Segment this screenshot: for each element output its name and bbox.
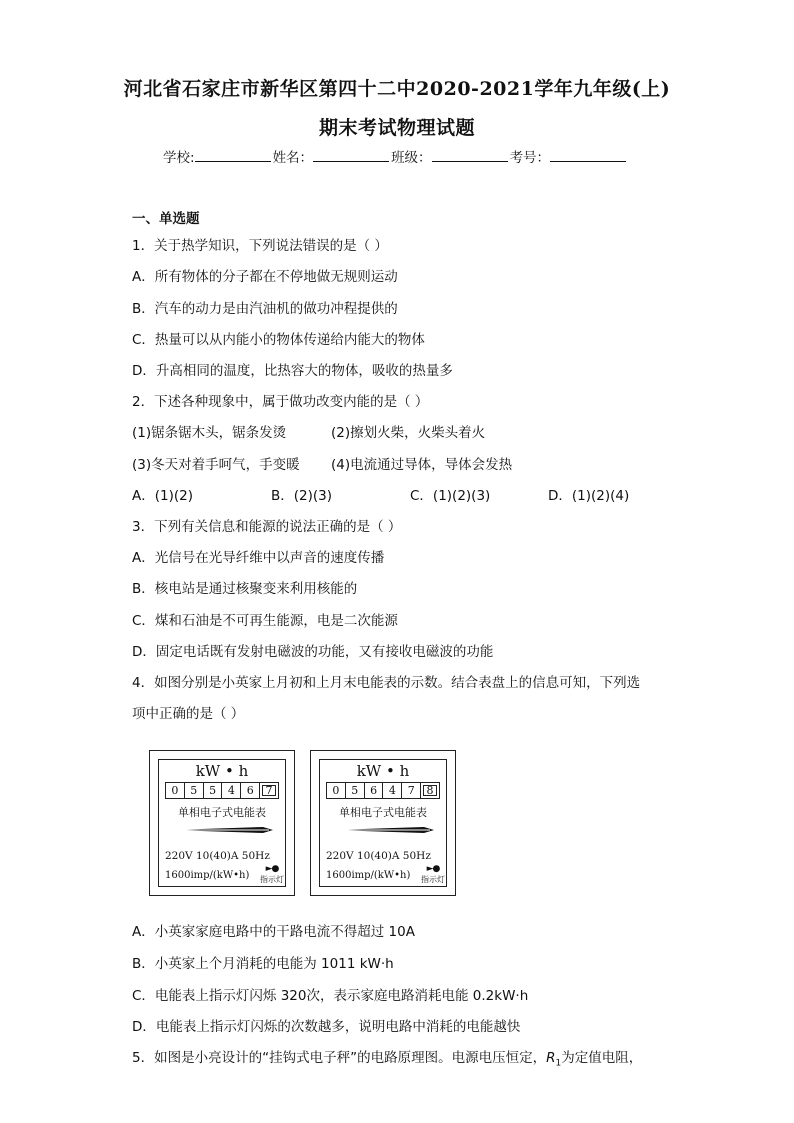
q2-option-b: B．(2)(3) — [271, 488, 333, 504]
meter-imp: 1600imp/(kW•h) — [326, 870, 411, 881]
q2-option-d: D．(1)(2)(4) — [548, 488, 630, 504]
q2-item-3: (3)冬天对着手呵气，手变暖 — [132, 457, 300, 473]
q4-option-b: B．小英家上个月消耗的电能为 1011 kW·h — [132, 956, 394, 972]
meter-name: 单相电子式电能表 — [178, 806, 266, 819]
section-heading: 一、单选题 — [132, 211, 200, 227]
q3-option-c: C．煤和石油是不可再生能源，电是二次能源 — [132, 613, 398, 629]
meter-arrow-icon — [169, 824, 275, 836]
q5-var: R — [546, 1050, 556, 1066]
q1-option-c: C．热量可以从内能小的物体传递给内能大的物体 — [132, 332, 425, 348]
meter-digits — [326, 782, 440, 799]
q4-option-d: D．电能表上指示灯闪烁的次数越多，说明电路中消耗的电能越快 — [132, 1019, 521, 1035]
q1-option-a: A．所有物体的分子都在不停地做无规则运动 — [132, 269, 398, 285]
exam-number-blank[interactable] — [550, 147, 626, 162]
q5-stem-part-1: 5．如图是小亮设计的“挂钩式电子秤”的电路原理图。电源电压恒定， — [132, 1050, 547, 1066]
meter-digit: 5 — [346, 783, 365, 798]
q1-stem: 1．关于热学知识，下列说法错误的是（ ） — [132, 238, 388, 254]
meter-face — [158, 759, 286, 887]
school-label: 学校: — [163, 150, 195, 166]
q3-option-b: B．核电站是通过核聚变来利用核能的 — [132, 581, 358, 597]
indicator-light-icon: ►● — [265, 864, 279, 874]
meter-spec: 220V 10(40)A 50Hz — [165, 850, 270, 862]
class-label: 班级： — [391, 150, 432, 166]
meter-digit: 5 — [185, 783, 204, 798]
q5-var-sub: 1 — [555, 1058, 562, 1069]
q2-stem: 2．下述各种现象中，属于做功改变内能的是（ ） — [132, 394, 429, 410]
q2-option-a: A．(1)(2) — [132, 488, 193, 504]
school-blank[interactable] — [195, 147, 271, 162]
indicator-label: 指示灯 — [260, 875, 284, 884]
q2-item-2: (2)擦划火柴，火柴头着火 — [331, 425, 486, 441]
indicator-light-icon: ►● — [426, 864, 440, 874]
meter-face — [319, 759, 447, 887]
q5-stem-part-2: 为定值电阻， — [561, 1050, 643, 1066]
meter-unit: kW • h — [356, 762, 410, 780]
q3-option-d: D．固定电话既有发射电磁波的功能，又有接收电磁波的功能 — [132, 644, 494, 660]
q3-option-a: A．光信号在光导纤维中以声音的速度传播 — [132, 550, 385, 566]
exam-number-label: 考号： — [509, 150, 551, 166]
meter-digit: 4 — [383, 783, 402, 798]
q4-stem-line-2: 项中正确的是（ ） — [132, 706, 245, 722]
title-line-1: 河北省石家庄市新华区第四十二中2020-2021学年九年级(上) — [123, 78, 671, 100]
meter-unit: kW • h — [195, 762, 249, 780]
meter-digit: 6 — [365, 783, 384, 798]
meter-digit: 4 — [222, 783, 241, 798]
q4-stem-line-1: 4．如图分别是小英家上月初和上月末电能表的示数。结合表盘上的信息可知，下列选 — [132, 675, 641, 691]
q2-option-c: C．(1)(2)(3) — [410, 488, 491, 504]
indicator-light — [259, 864, 285, 885]
meter-digit-decimal: 8 — [421, 783, 439, 798]
meter-name: 单相电子式电能表 — [339, 806, 427, 819]
meter-imp: 1600imp/(kW•h) — [165, 870, 250, 881]
q4-option-a: A．小英家家庭电路中的干路电流不得超过 10A — [132, 924, 415, 940]
meter-digit: 5 — [204, 783, 223, 798]
q1-option-b: B．汽车的动力是由汽油机的做功冲程提供的 — [132, 301, 398, 317]
q4-option-c: C．电能表上指示灯闪烁 320次，表示家庭电路消耗电能 0.2kW·h — [132, 988, 529, 1004]
meter-digit: 7 — [402, 783, 421, 798]
q3-stem: 3．下列有关信息和能源的说法正确的是（ ） — [132, 519, 402, 535]
q5-stem — [132, 1046, 642, 1069]
indicator-label: 指示灯 — [421, 875, 445, 884]
energy-meter-end — [310, 750, 456, 896]
meter-digit: 0 — [327, 783, 346, 798]
q2-item-1: (1)锯条锯木头，锯条发烫 — [132, 425, 287, 441]
indicator-light — [420, 864, 446, 885]
q2-item-4: (4)电流通过导体，导体会发热 — [331, 457, 513, 473]
name-label: 姓名： — [272, 150, 314, 166]
meter-spec: 220V 10(40)A 50Hz — [326, 850, 431, 862]
energy-meter-start — [149, 750, 295, 896]
meter-digit-decimal: 7 — [260, 783, 278, 798]
q1-option-d: D．升高相同的温度，比热容大的物体，吸收的热量多 — [132, 363, 453, 379]
title-line-2: 期末考试物理试题 — [318, 117, 475, 139]
meter-digit: 6 — [241, 783, 260, 798]
meter-digits — [165, 782, 279, 799]
name-blank[interactable] — [313, 147, 389, 162]
meter-digit: 0 — [166, 783, 185, 798]
student-info-row — [163, 146, 628, 166]
class-blank[interactable] — [432, 147, 508, 162]
meter-arrow-icon — [330, 824, 436, 836]
